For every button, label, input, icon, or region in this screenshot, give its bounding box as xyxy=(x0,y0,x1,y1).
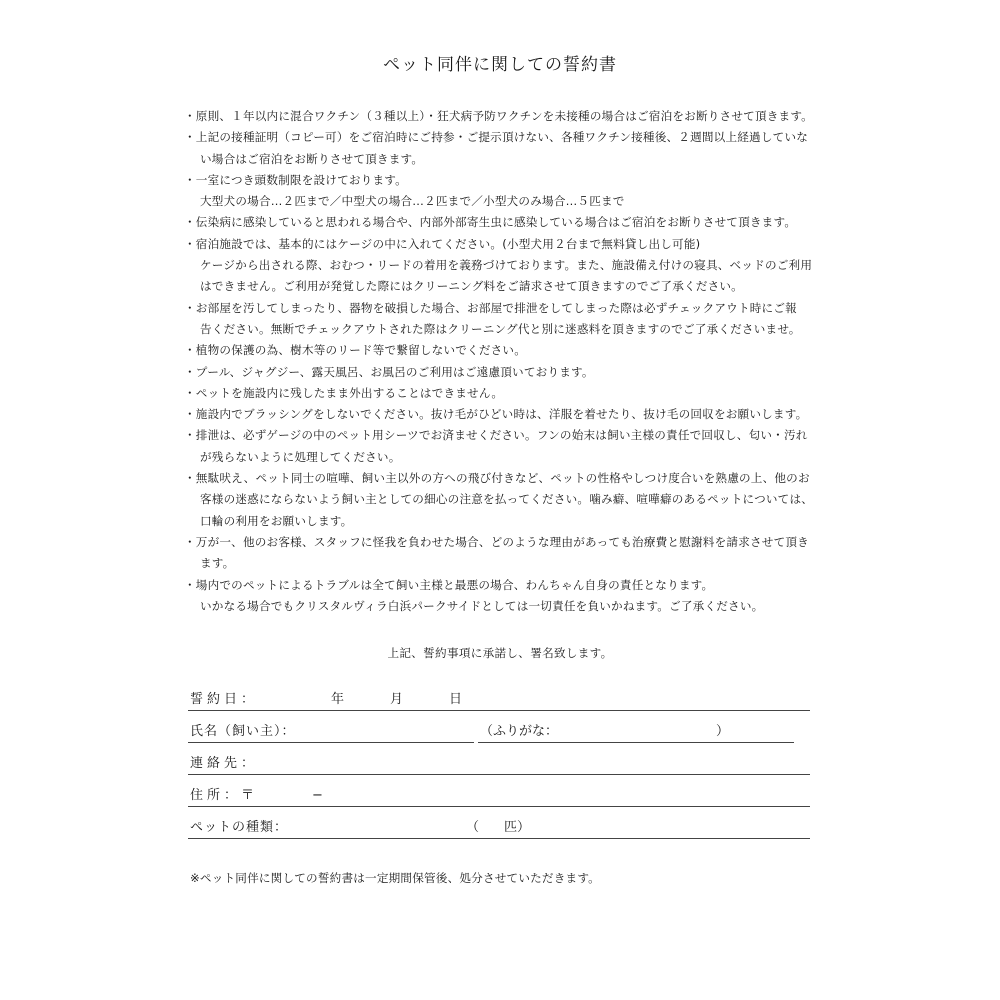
rule-line: ・施設内でブラッシングをしないでください。抜け毛がひどい時は、洋服を着せたり、抜け毛の回収をお願いします。 xyxy=(184,407,808,422)
month-label: 月 xyxy=(390,692,404,707)
rule-line: ・無駄吠え、ペット同士の喧嘩、飼い主以外の方への飛び付きなど、ペットの性格やしつけ度合いを熟慮の上、他のお xyxy=(184,471,810,486)
rule-line: 口輪の利用をお願いします。 xyxy=(200,513,353,528)
pet-count-open: （ xyxy=(466,820,480,835)
rule-line: ・お部屋を汚してしまったり、器物を破損した場合、お部屋で排泄をしてしまった際は必ずチェックアウト時にご報 xyxy=(184,300,797,315)
year-label: 年 xyxy=(331,692,345,707)
rule-line: い場合はご宿泊をお断りさせて頂きます。 xyxy=(200,151,424,166)
rule-line: ・上記の接種証明（コピー可）をご宿泊時にご持参・ご提示頂けない、各種ワクチン接種後、２週間以上経過していな xyxy=(184,130,809,145)
address-label: 住所：〒 xyxy=(190,788,259,803)
rule-line: 客様の迷惑にならないよう飼い主としての細心の注意を払ってください。噛み癖、喧嘩癖のあるペットについては、 xyxy=(200,492,814,507)
owner-name-underline xyxy=(188,742,474,743)
furigana-underline xyxy=(478,742,794,743)
contact-label: 連絡先： xyxy=(190,756,259,771)
consent-statement: 上記、誓約事項に承諾し、署名致します。 xyxy=(387,646,613,660)
owner-name-label: 氏名（飼い主）： xyxy=(190,724,296,739)
rule-line: ・原則、１年以内に混合ワクチン（３種以上）・狂犬病予防ワクチンを未接種の場合はご宿泊をお断りさせて頂きます。 xyxy=(184,109,813,123)
rules-list xyxy=(184,106,824,617)
rule-line: ・伝染病に感染していると思われる場合や、内部外部寄生虫に感染している場合はご宿泊をお断りさせて頂きます。 xyxy=(184,215,797,230)
pledge-date-field[interactable] xyxy=(188,688,810,711)
rule-line: はできません。ご利用が発覚した際にはクリーニング料をご請求させて頂きますのでご了承ください。 xyxy=(200,279,743,294)
pledge-date-label: 誓約日： xyxy=(190,692,259,707)
postal-dash: − xyxy=(312,788,323,803)
furigana-close: ） xyxy=(716,724,730,739)
rule-line: ・万が一、他のお客様、スタッフに怪我を負わせた場合、どのような理由があっても治療費と慰謝料を請求させて頂き xyxy=(184,534,809,549)
rule-line: ・宿泊施設では、基本的にはケージの中に入れてください。(小型犬用２台まで無料貸し出し可能) xyxy=(184,236,701,251)
rule-line: ・場内でのペットによるトラブルは全て飼い主様と最悪の場合、わんちゃん自身の責任となります。 xyxy=(184,577,714,592)
pet-count-unit: 匹） xyxy=(504,820,531,835)
rule-line: ます。 xyxy=(200,556,235,571)
owner-name-field[interactable] xyxy=(188,720,810,742)
rule-line: ケージから出される際、おむつ・リードの着用を義務づけております。また、施設備え付けの寝具、ベッドのご利用 xyxy=(200,258,813,273)
pet-type-field[interactable] xyxy=(188,816,810,839)
retention-footnote: ※ペット同伴に関しての誓約書は一定期間保管後、処分させていただきます。 xyxy=(190,871,600,885)
furigana-label: （ふりがな： xyxy=(480,724,559,739)
address-field[interactable] xyxy=(188,784,810,807)
contact-field[interactable] xyxy=(188,752,810,775)
rule-line: ・プール、ジャグジー、露天風呂、お風呂のご利用はご遠慮頂いております。 xyxy=(184,364,594,379)
pet-type-label: ペットの種類： xyxy=(190,820,289,835)
rule-line: ・一室につき頭数制限を設けております。 xyxy=(184,172,407,187)
rule-line: いかなる場合でもクリスタルヴィラ白浜パークサイドとしては一切責任を負いかねます。ご了承ください。 xyxy=(200,598,764,613)
rule-line: ・排泄は、必ずゲージの中のペット用シーツでお済ませください。フンの始末は飼い主様の責任で回収し、匂い・汚れ xyxy=(184,428,808,443)
rule-line: ・ペットを施設内に残したまま外出することはできません。 xyxy=(184,385,504,400)
rule-line: 告ください。無断でチェックアウトされた際はクリーニング代と別に迷惑料を頂きますのでご了承くださいませ。 xyxy=(200,321,801,336)
rule-line: ・植物の保護の為、樹木等のリード等で繋留しないでください。 xyxy=(184,343,527,358)
rule-line: が残らないように処理してください。 xyxy=(200,449,401,464)
day-label: 日 xyxy=(449,692,463,707)
document-title: ペット同伴に関しての誓約書 xyxy=(383,55,617,75)
rule-line: 大型犬の場合…２匹まで／中型犬の場合…２匹まで／小型犬のみ場合…５匹まで xyxy=(200,194,625,209)
